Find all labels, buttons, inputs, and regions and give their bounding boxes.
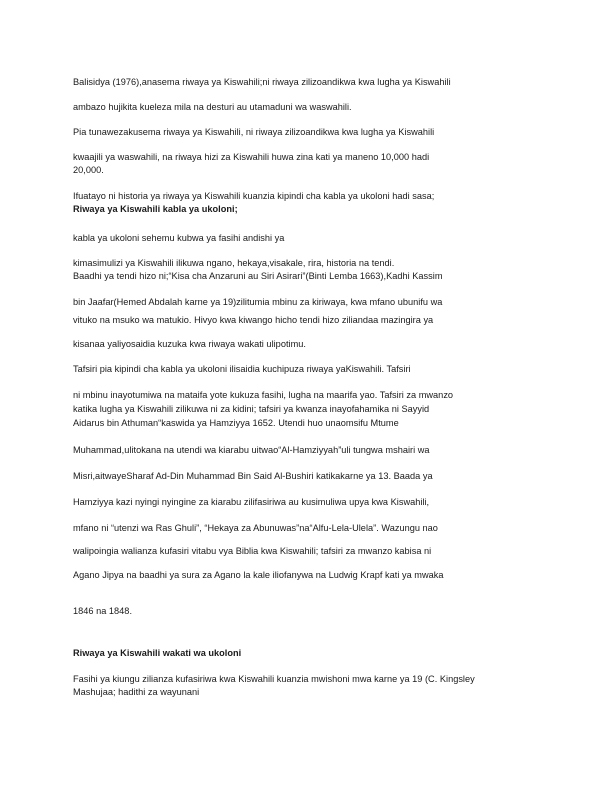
paragraph-line: Baadhi ya tendi hizo ni;“Kisa cha Anzaruni au Siri Asirari”(Binti Lemba 1663),Kadhi Kassim: [73, 271, 443, 281]
paragraph-line: mfano ni “utenzi wa Ras Ghuli”, “Hekaya za Abunuwas”na“Alfu-Lela-Ulela”. Wazungu nao: [73, 523, 438, 533]
section-heading: Riwaya ya Kiswahili kabla ya ukoloni;: [73, 204, 238, 214]
paragraph-line: Pia tunawezakusema riwaya ya Kiswahili, ni riwaya zilizoandikwa kwa lugha ya Kiswahili: [73, 127, 435, 137]
paragraph-line: 1846 na 1848.: [73, 606, 133, 616]
paragraph-line: vituko na msuko wa matukio. Hivyo kwa kiwango hicho tendi hizo ziliandaa mazingira ya: [73, 315, 434, 325]
paragraph-line: Mashujaa; hadithi za wayunani: [73, 687, 200, 697]
paragraph-line: katika lugha ya Kiswahili zilikuwa ni za kidini; tafsiri ya kwanza inayofahamika ni Sayyid: [73, 404, 430, 414]
paragraph-line: bin Jaafar(Hemed Abdalah karne ya 19)zilitumia mbinu za kiriwaya, kwa mfano ubunifu wa: [73, 297, 443, 307]
paragraph-line: walipoingia walianza kufasiri vitabu vya Biblia kwa Kiswahili; tafsiri za mwanzo kabisa ni: [73, 546, 432, 556]
paragraph-line: Balisidya (1976),anasema riwaya ya Kiswahili;ni riwaya zilizoandikwa kwa lugha ya Kiswahili: [73, 77, 451, 87]
section-heading: Riwaya ya Kiswahili wakati wa ukoloni: [73, 648, 242, 658]
paragraph-line: kisanaa yaliyosaidia kuzuka kwa riwaya wakati ulipotimu.: [73, 339, 306, 349]
paragraph-line: Aidarus bin Athuman“kaswida ya Hamziyya 1652. Utendi huo unaomsifu Mtume: [73, 418, 399, 428]
paragraph-line: kabla ya ukoloni sehemu kubwa ya fasihi andishi ya: [73, 233, 285, 243]
paragraph-line: 20,000.: [73, 165, 104, 175]
paragraph-line: Muhammad,ulitokana na utendi wa kiarabu uitwao“Al-Hamziyyah”uli tungwa mshairi wa: [73, 445, 430, 455]
paragraph-line: Agano Jipya na baadhi ya sura za Agano la kale iliofanywa na Ludwig Krapf kati ya mwaka: [73, 570, 444, 580]
paragraph-line: Tafsiri pia kipindi cha kabla ya ukoloni ilisaidia kuchipuza riwaya yaKiswahili. Tafsiri: [73, 364, 411, 374]
paragraph-line: Ifuatayo ni historia ya riwaya ya Kiswahili kuanzia kipindi cha kabla ya ukoloni hadi sasa;: [73, 191, 435, 201]
paragraph-line: ni mbinu inayotumiwa na mataifa yote kukuza fasihi, lugha na maarifa yao. Tafsiri za mwanzo: [73, 390, 454, 400]
paragraph-line: kwaajili ya waswahili, na riwaya hizi za Kiswahili huwa zina kati ya maneno 10,000 hadi: [73, 152, 430, 162]
paragraph-line: kimasimulizi ya Kiswahili ilikuwa ngano, hekaya,visakale, rira, historia na tendi.: [73, 258, 395, 268]
paragraph-line: ambazo hujikita kueleza mila na desturi au utamaduni wa waswahili.: [73, 102, 352, 112]
paragraph-line: Misri,aitwayeSharaf Ad-Din Muhammad Bin Said Al-Bushiri katikakarne ya 13. Baada ya: [73, 471, 433, 481]
paragraph-line: Fasihi ya kiungu zilianza kufasiriwa kwa Kiswahili kuanzia mwishoni mwa karne ya 19 (C. Kingsley: [73, 674, 475, 684]
paragraph-line: Hamziyya kazi nyingi nyingine za kiarabu zilifasiriwa au kusimuliwa upya kwa Kiswahili,: [73, 497, 430, 507]
